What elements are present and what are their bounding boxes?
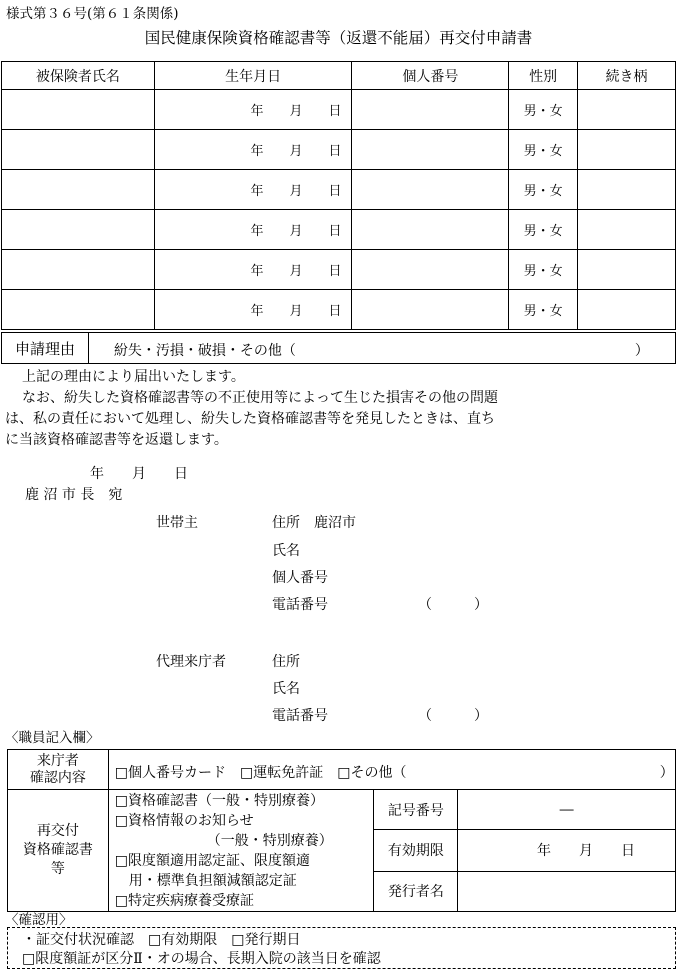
personal-number-cell[interactable] [352, 170, 509, 210]
personal-number-cell[interactable] [352, 290, 509, 330]
confirm-line-2[interactable]: □限度額証が区分Ⅱ・オの場合、長期入院の該当日を確認 [22, 951, 381, 967]
household-personal-number[interactable]: 個人番号 [272, 570, 328, 586]
reason-options-text: 紛失・汚損・破損・その他（ [113, 343, 296, 359]
notice-line-4: に当該資格確認書等を返還します。 [5, 432, 228, 448]
birthdate-cell[interactable]: 年 月 日 [154, 290, 352, 330]
notice-line-1: 上記の理由により届出いたします。 [22, 369, 245, 385]
table-row [2, 210, 676, 250]
reissue-item-1[interactable]: □資格確認書（一般・特別療養） [114, 793, 325, 809]
personal-number-cell[interactable] [352, 250, 509, 290]
page-title: 国民健康保険資格確認書等（返還不能届）再交付申請書 [144, 29, 533, 47]
name-cell[interactable] [2, 210, 155, 250]
relationship-cell[interactable] [578, 250, 676, 290]
table-row [2, 250, 676, 290]
name-cell[interactable] [2, 170, 155, 210]
header-sex: 性別 [509, 62, 578, 90]
notice-line-2: なお、紛失した資格確認書等の不正使用等によって生じた損害その他の問題 [22, 390, 498, 406]
symbol-label: 記号番号 [374, 790, 458, 830]
reason-options[interactable] [88, 333, 675, 364]
expiry-value[interactable]: 年 月 日 [458, 830, 676, 871]
visit-label-1: 来庁者 [36, 752, 79, 769]
issuer-value[interactable] [458, 871, 676, 911]
header-birthdate: 生年月日 [154, 62, 352, 90]
relationship-cell[interactable] [578, 130, 676, 170]
symbol-value[interactable]: ― [458, 790, 676, 830]
household-address[interactable]: 住所 鹿沼市 [272, 515, 356, 531]
reissue-label-cell [8, 790, 109, 912]
agent-label: 代理来庁者 [156, 654, 226, 670]
confirm-section-label: 〈確認用〉 [5, 912, 73, 928]
table-row [2, 170, 676, 210]
reissue-label-3: 等 [50, 861, 65, 877]
reissue-item-4[interactable]: □限度額適用認定証、限度額適 [114, 853, 311, 869]
name-cell[interactable] [2, 290, 155, 330]
sex-cell[interactable]: 男・女 [509, 130, 578, 170]
sex-cell[interactable]: 男・女 [509, 290, 578, 330]
personal-number-cell[interactable] [352, 90, 509, 130]
agent-phone-paren: （ ） [418, 708, 488, 724]
relationship-cell[interactable] [578, 170, 676, 210]
addressee: 鹿 沼 市 長 宛 [25, 487, 123, 503]
visit-label-cell [8, 750, 109, 790]
reissue-item-2[interactable]: □資格情報のお知らせ [114, 813, 254, 829]
agent-phone[interactable]: 電話番号 [272, 708, 328, 724]
name-cell[interactable] [2, 90, 155, 130]
name-cell[interactable] [2, 130, 155, 170]
sex-cell[interactable]: 男・女 [509, 210, 578, 250]
relationship-cell[interactable] [578, 290, 676, 330]
visit-label-2: 確認内容 [29, 769, 86, 786]
visit-close-paren: ） [659, 765, 674, 781]
household-label: 世帯主 [156, 515, 198, 531]
personal-number-cell[interactable] [352, 210, 509, 250]
reason-close-paren: ） [634, 343, 649, 359]
birthdate-cell[interactable]: 年 月 日 [154, 130, 352, 170]
name-cell[interactable] [2, 250, 155, 290]
notice-line-3: は、私の責任において処理し、紛失した資格確認書等を発見したときは、直ち [5, 411, 495, 427]
sex-cell[interactable]: 男・女 [509, 170, 578, 210]
staff-table [7, 749, 676, 912]
reissue-item-3: （一般・特別療養） [206, 833, 333, 849]
birthdate-cell[interactable]: 年 月 日 [154, 170, 352, 210]
reissue-label-2: 資格確認書 [22, 842, 93, 858]
sex-cell[interactable]: 男・女 [509, 250, 578, 290]
reissue-label-1: 再交付 [36, 823, 79, 839]
table-header-row [2, 62, 676, 90]
birthdate-cell[interactable]: 年 月 日 [154, 90, 352, 130]
reason-table [1, 332, 676, 364]
agent-name[interactable]: 氏名 [272, 681, 300, 697]
issuer-label: 発行者名 [374, 871, 458, 911]
reissue-item-5: 用・標準負担額減額認定証 [128, 873, 297, 889]
birthdate-cell[interactable]: 年 月 日 [154, 250, 352, 290]
agent-address[interactable]: 住所 [272, 654, 300, 670]
form-number: 様式第３６号(第６１条関係) [6, 6, 179, 22]
birthdate-cell[interactable]: 年 月 日 [154, 210, 352, 250]
header-name: 被保険者氏名 [2, 62, 155, 90]
household-phone-paren: （ ） [418, 597, 488, 613]
reissue-item-6[interactable]: □特定疾病療養受療証 [114, 893, 255, 909]
staff-section-label: 〈職員記入欄〉 [5, 730, 100, 746]
header-relationship: 続き柄 [578, 62, 676, 90]
insured-table [1, 61, 676, 330]
visit-items[interactable]: □個人番号カード □運転免許証 □その他（ [114, 765, 407, 781]
reissue-items-cell [108, 790, 374, 912]
table-row [2, 290, 676, 330]
household-phone[interactable]: 電話番号 [272, 597, 328, 613]
table-row [2, 130, 676, 170]
date-line[interactable]: 年 月 日 [90, 466, 188, 482]
reason-label: 申請理由 [2, 333, 89, 364]
header-personal-number: 個人番号 [352, 62, 509, 90]
sex-cell[interactable]: 男・女 [509, 90, 578, 130]
personal-number-cell[interactable] [352, 130, 509, 170]
table-row [2, 90, 676, 130]
visit-items-cell[interactable] [108, 750, 675, 790]
confirm-line-1[interactable]: ・証交付状況確認 □有効期限 □発行期日 [22, 932, 301, 948]
expiry-label: 有効期限 [374, 830, 458, 871]
household-name[interactable]: 氏名 [272, 543, 300, 559]
relationship-cell[interactable] [578, 90, 676, 130]
relationship-cell[interactable] [578, 210, 676, 250]
